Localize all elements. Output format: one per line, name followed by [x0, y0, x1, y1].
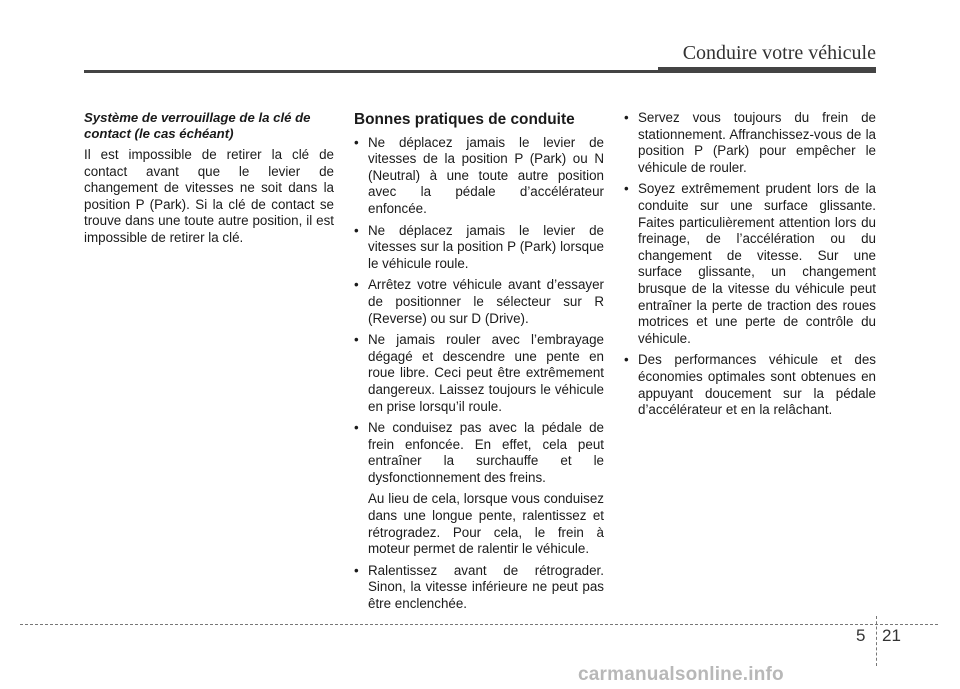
list-item: • Servez vous toujours du frein de stationnement. Affranchissez-vous de la position P (Park) pour empêcher le véhicule de rouler.: [624, 110, 876, 176]
footer-divider: [876, 616, 877, 666]
list-item: • Des performances véhicule et des économies optimales sont obtenues en appuyant doucement sur la pédale d’accélérateur et en la relâchant.: [624, 352, 876, 418]
page-number: 21: [882, 626, 901, 645]
column-right: [624, 110, 876, 424]
header-rule-accent: [658, 67, 876, 73]
column-left: [84, 110, 334, 247]
section-title: Bonnes pratiques de conduite: [354, 111, 575, 128]
watermark: carmanualsonline.info: [578, 664, 784, 685]
page-header-title: Conduire votre véhicule: [682, 42, 876, 64]
paragraph: Il est impossible de retirer la clé de contact avant que le levier de changement de vitesses ne soit dans la position P (Park). Si la clé de contact se trouve dans une toute autre position, il est impossible de retirer la clé.: [84, 147, 334, 245]
chapter-number: 5: [856, 626, 866, 645]
list-item-continuation: Au lieu de cela, lorsque vous conduisez dans une longue pente, ralentissez et rétrogradez. Pour cela, le frein à moteur permet de ralentir le véhicule.: [368, 491, 604, 557]
list-item: • Soyez extrêmement prudent lors de la conduite sur une surface glissante. Faites particulièrement attention lors du freinage, de l’accélération ou du changement de vitesse. Sur une surface glissante, un changement brusque de la vitesse du véhicule peut entraîner la perte de traction des roues motrices et une perte de contrôle du véhicule.: [624, 181, 876, 347]
column-middle: [354, 110, 604, 618]
list-item: • Ne jamais rouler avec l’embrayage dégagé et descendre une pente en roue libre. Ceci peut être extrêmement dangereux. Laissez toujours le véhicule en prise lorsqu’il roule.: [354, 332, 604, 415]
section-subtitle: Système de verrouillage de la clé de contact (le cas échéant): [84, 110, 311, 141]
bullet-list: [624, 110, 876, 419]
footer-rule: [20, 624, 938, 625]
list-item: • Ne conduisez pas avec la pédale de frein enfoncée. En effet, cela peut entraîner la surchauffe et le dysfonctionnement des freins.: [354, 420, 604, 486]
list-item: • Ne déplacez jamais le levier de vitesses de la position P (Park) ou N (Neutral) à une toute autre position avec la pédale d’accélérateur enfoncée.: [354, 135, 604, 218]
list-item: • Ne déplacez jamais le levier de vitesses sur la position P (Park) lorsque le véhicule roule.: [354, 223, 604, 273]
bullet-list: [354, 135, 604, 613]
list-item: • Ralentissez avant de rétrograder. Sinon, la vitesse inférieure ne peut pas être enclenchée.: [354, 563, 604, 613]
list-item: • Arrêtez votre véhicule avant d’essayer de positionner le sélecteur sur R (Reverse) ou sur D (Drive).: [354, 277, 604, 327]
